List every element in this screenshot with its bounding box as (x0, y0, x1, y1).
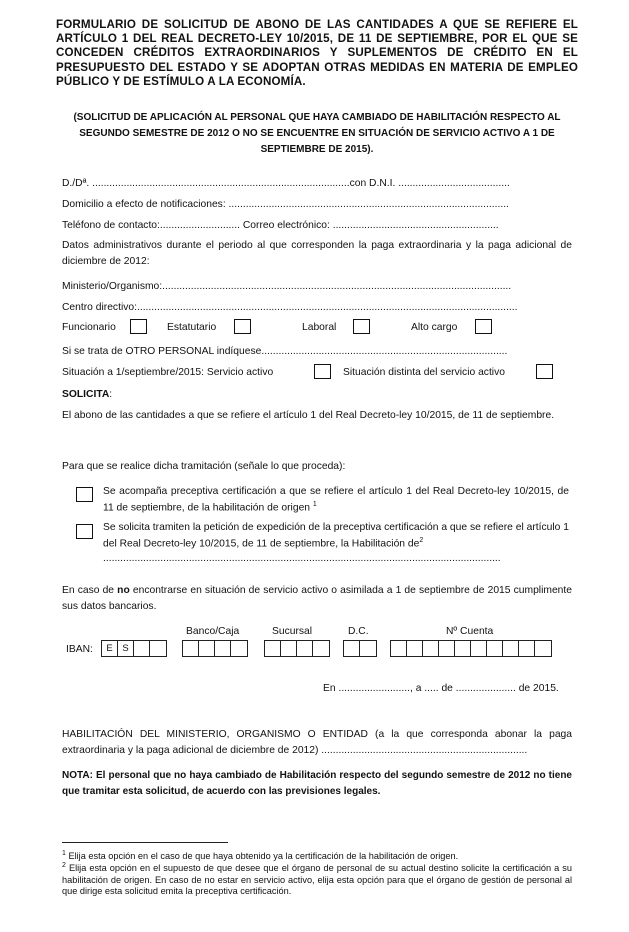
form-subtitle: (SOLICITUD DE APLICACIÓN AL PERSONAL QUE HAYA CAMBIADO DE HABILITACIÓN RESPECTO AL SEGUNDO SEMESTRE DE 2012 O NO SE ENCUENTRE EN SITUACIÓN DE SERVICIO ACTIVO A 1 DE SEPTIEMBRE DE 2015). (73, 112, 561, 156)
situacion-activo-checkbox[interactable] (314, 364, 331, 379)
sucursal-cell[interactable] (265, 641, 281, 656)
sucursal-cell[interactable] (313, 641, 329, 656)
cuenta-cell[interactable] (407, 641, 423, 656)
fecha-line[interactable]: En ........................., a ..... de ..................... de 2015. (323, 683, 559, 694)
domicilio-field[interactable]: Domicilio a efecto de notificaciones: .................................................................................................. (62, 199, 509, 210)
datos-admin-text: Datos administrativos durante el periodo al que corresponden la paga extraordinaria y la paga adicional de diciembre de 2012: (62, 240, 572, 267)
centro-directivo-field[interactable]: Centro directivo:..................................................................................................................................... (62, 302, 518, 313)
iban-label: IBAN: (66, 644, 93, 655)
banco-cell[interactable] (215, 641, 231, 656)
dc-cell[interactable] (360, 641, 376, 656)
funcionario-label: Funcionario (62, 322, 116, 333)
cuenta-cell[interactable] (423, 641, 439, 656)
datos-bancarios-text: En caso de no encontrarse en situación de servicio activo o asimilada a 1 de septiembre de 2015 cumplimente sus datos bancarios. (62, 585, 572, 612)
funcionario-checkbox[interactable] (130, 319, 147, 334)
cuenta-cell[interactable] (471, 641, 487, 656)
iban-cell[interactable]: S (118, 641, 134, 656)
footnote-1: $^1$ Elija esta opción en el caso de que haya obtenido ya la certificación de la habilitación de origen. (62, 850, 459, 862)
estatutario-checkbox[interactable] (234, 319, 251, 334)
alto-cargo-checkbox[interactable] (475, 319, 492, 334)
habilitacion-origen-dots[interactable]: ........................................................................................................................................... (103, 553, 501, 564)
dc-label: D.C. (348, 626, 369, 637)
form-title: FORMULARIO DE SOLICITUD DE ABONO DE LAS CANTIDADES A QUE SE REFIERE EL ARTÍCULO 1 DEL REAL DECRETO-LEY 10/2015, DE 11 DE SEPTIEMBRE, POR EL QUE SE CONCEDEN CRÉDITOS EXTRAORDINARIOS Y SUPLEMENTOS DE CRÉDITO EN EL PRESUPUESTO DEL ESTADO Y SE ADOPTAN OTRAS MEDIDAS EN MATERIA DE EMPLEO PÚBLICO Y DE ESTÍMULO A LA ECONOMÍA. (56, 18, 578, 88)
cuenta-cell[interactable] (535, 641, 551, 656)
dc-cells[interactable] (343, 640, 377, 657)
sucursal-cell[interactable] (281, 641, 297, 656)
cuenta-cell[interactable] (391, 641, 407, 656)
tramitacion-text: Para que se realice dicha tramitación (señale lo que proceda): (62, 461, 346, 472)
option-tramiten-checkbox[interactable] (76, 524, 93, 539)
option-certificacion-checkbox[interactable] (76, 487, 93, 502)
cuenta-cells[interactable] (390, 640, 552, 657)
option-certificacion-text: Se acompaña preceptiva certificación a que se refiere el artículo 1 del Real Decreto-ley 10/2015, de 11 de septiembre, de la habilitación de origen $^1$ (103, 486, 569, 514)
solicita-text: El abono de las cantidades a que se refiere el artículo 1 del Real Decreto-ley 10/2015, de 11 de septiembre. (62, 410, 555, 421)
cuenta-cell[interactable] (439, 641, 455, 656)
dni-field[interactable]: D./Dª. ..........................................................................................con D.N.I. ....................................... (62, 178, 510, 189)
iban-cells[interactable] (101, 640, 167, 657)
footnote-2: $^2$ Elija esta opción en el supuesto de que desee que el órgano de personal de su actual destino solicite la certificación a su habilitación de origen. En caso de no estar en servicio activo, elija esta opción para que el órgano de gestión de personal al que dirige esta solicitud emita la preceptiva certificación. (62, 862, 572, 897)
situacion-activo-label: Situación a 1/septiembre/2015: Servicio activo (62, 367, 274, 378)
cuenta-cell[interactable] (519, 641, 535, 656)
situacion-distinta-label: Situación distinta del servicio activo (343, 367, 505, 378)
alto-cargo-label: Alto cargo (411, 322, 458, 333)
dc-cell[interactable] (344, 641, 360, 656)
footnote-divider (62, 842, 228, 843)
solicita-heading: SOLICITA: (62, 389, 113, 400)
laboral-label: Laboral (302, 322, 337, 333)
sucursal-cells[interactable] (264, 640, 330, 657)
habilitacion-field[interactable]: HABILITACIÓN DEL MINISTERIO, ORGANISMO O ENTIDAD (a la que corresponda abonar la paga extraordinaria y la paga adicional de diciembre de 2012) ........................................................................ (62, 729, 572, 756)
otro-personal-field[interactable]: Si se trata de OTRO PERSONAL indíquese...................................................................................... (62, 346, 508, 357)
sucursal-cell[interactable] (297, 641, 313, 656)
iban-cell[interactable] (150, 641, 166, 656)
banco-caja-label: Banco/Caja (186, 626, 240, 637)
laboral-checkbox[interactable] (353, 319, 370, 334)
cuenta-cell[interactable] (455, 641, 471, 656)
cuenta-cell[interactable] (487, 641, 503, 656)
iban-cell[interactable]: E (102, 641, 118, 656)
banco-cell[interactable] (199, 641, 215, 656)
banco-cell[interactable] (231, 641, 247, 656)
cuenta-label: Nº Cuenta (446, 626, 494, 637)
cuenta-cell[interactable] (503, 641, 519, 656)
banco-cells[interactable] (182, 640, 248, 657)
situacion-distinta-checkbox[interactable] (536, 364, 553, 379)
sucursal-label: Sucursal (272, 626, 313, 637)
nota-text: NOTA: El personal que no haya cambiado de Habilitación respecto del segundo semestre de 2012 no tiene que tramitar esta solicitud, de acuerdo con las previsiones legales. (62, 770, 572, 797)
option-tramiten-text: Se solicita tramiten la petición de expedición de la preceptiva certificación a que se refiere el artículo 1 del Real Decreto-ley 10/2015, de 11 de septiembre, la Habilitación $de^2$ (103, 522, 569, 550)
estatutario-label: Estatutario (167, 322, 217, 333)
ministerio-field[interactable]: Ministerio/Organismo:.......................................................................................................................... (62, 281, 512, 292)
telefono-email-field[interactable]: Teléfono de contacto:............................ Correo electrónico: .......................................................... (62, 220, 499, 231)
iban-cell[interactable] (134, 641, 150, 656)
banco-cell[interactable] (183, 641, 199, 656)
